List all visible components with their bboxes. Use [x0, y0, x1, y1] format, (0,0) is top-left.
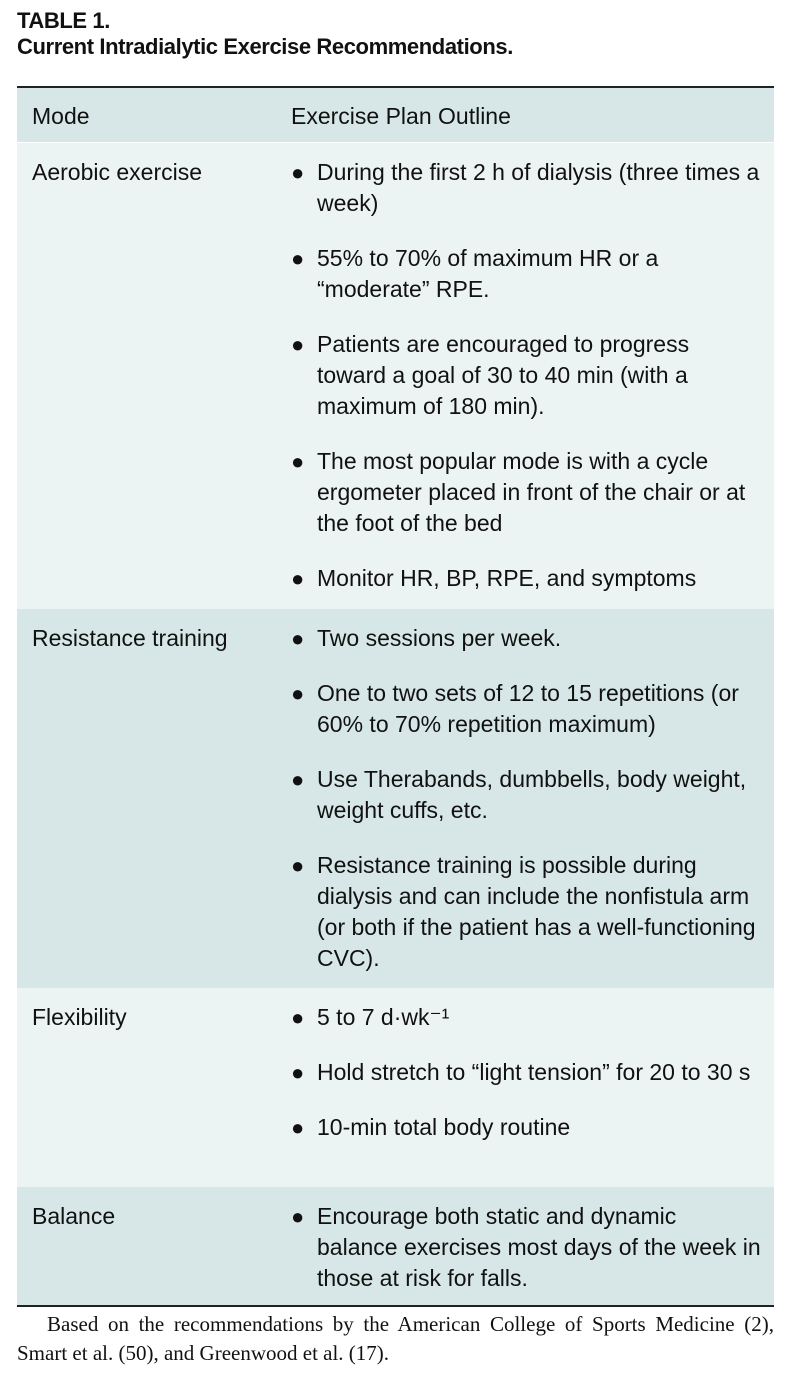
list-item: ● Two sessions per week.	[291, 623, 774, 654]
table-row-flexibility	[17, 988, 774, 1187]
plan-cell	[291, 1002, 774, 1187]
header-plan: Exercise Plan Outline	[291, 103, 511, 129]
list-item: ● The most popular mode is with a cycle ergometer placed in front of the chair or at the foot of the bed	[291, 446, 774, 539]
bullet-icon: ●	[291, 853, 305, 878]
list-item: ● One to two sets of 12 to 15 repetitions (or 60% to 70% repetition maximum)	[291, 678, 774, 740]
list-item: ● Encourage both static and dynamic balance exercises most days of the week in those at risk for falls.	[291, 1201, 774, 1294]
table-header-row	[17, 88, 774, 143]
mode-cell: Flexibility	[32, 1004, 127, 1030]
mode-cell: Balance	[32, 1203, 116, 1229]
list-item: ● Use Therabands, dumbbells, body weight, weight cuffs, etc.	[291, 764, 774, 826]
table-title: Current Intradialytic Exercise Recommendations.	[17, 34, 513, 59]
bullet-icon: ●	[291, 767, 305, 792]
bullet-icon: ●	[291, 246, 305, 271]
table-footnote: Based on the recommendations by the American College of Sports Medicine (2), Smart et al. (50), and Greenwood et al. (17).	[17, 1312, 774, 1365]
bullet-icon: ●	[291, 626, 305, 651]
list-item: ● Patients are encouraged to progress toward a goal of 30 to 40 min (with a maximum of 180 min).	[291, 329, 774, 422]
table-caption	[17, 8, 777, 60]
list-item: ● 5 to 7 d·wk⁻¹	[291, 1002, 774, 1033]
bullet-icon: ●	[291, 160, 305, 185]
list-item: ● During the first 2 h of dialysis (three times a week)	[291, 157, 774, 219]
bullet-icon: ●	[291, 332, 305, 357]
header-mode: Mode	[32, 103, 90, 129]
list-item: ● Resistance training is possible during dialysis and can include the nonfistula arm (or both if the patient has a well-functioning CVC).	[291, 850, 774, 974]
list-item: ● 55% to 70% of maximum HR or a “moderate” RPE.	[291, 243, 774, 305]
table-row-resistance	[17, 609, 774, 988]
plan-cell	[291, 1201, 774, 1305]
list-item: ● Hold stretch to “light tension” for 20 to 30 s	[291, 1057, 774, 1088]
bullet-icon: ●	[291, 681, 305, 706]
exercise-table	[17, 86, 774, 1307]
mode-cell: Aerobic exercise	[32, 159, 203, 185]
plan-cell	[291, 157, 774, 609]
bullet-icon: ●	[291, 1060, 305, 1085]
list-item: ● 10-min total body routine	[291, 1112, 774, 1143]
bullet-icon: ●	[291, 1204, 305, 1229]
table-row-balance	[17, 1187, 774, 1305]
bullet-icon: ●	[291, 566, 305, 591]
list-item: ● Monitor HR, BP, RPE, and symptoms	[291, 563, 774, 594]
mode-cell: Resistance training	[32, 625, 228, 651]
table-row-aerobic	[17, 143, 774, 609]
table-label: TABLE 1.	[17, 8, 110, 33]
bullet-icon: ●	[291, 1115, 305, 1140]
bullet-icon: ●	[291, 449, 305, 474]
bullet-icon: ●	[291, 1005, 305, 1030]
plan-cell	[291, 623, 774, 988]
